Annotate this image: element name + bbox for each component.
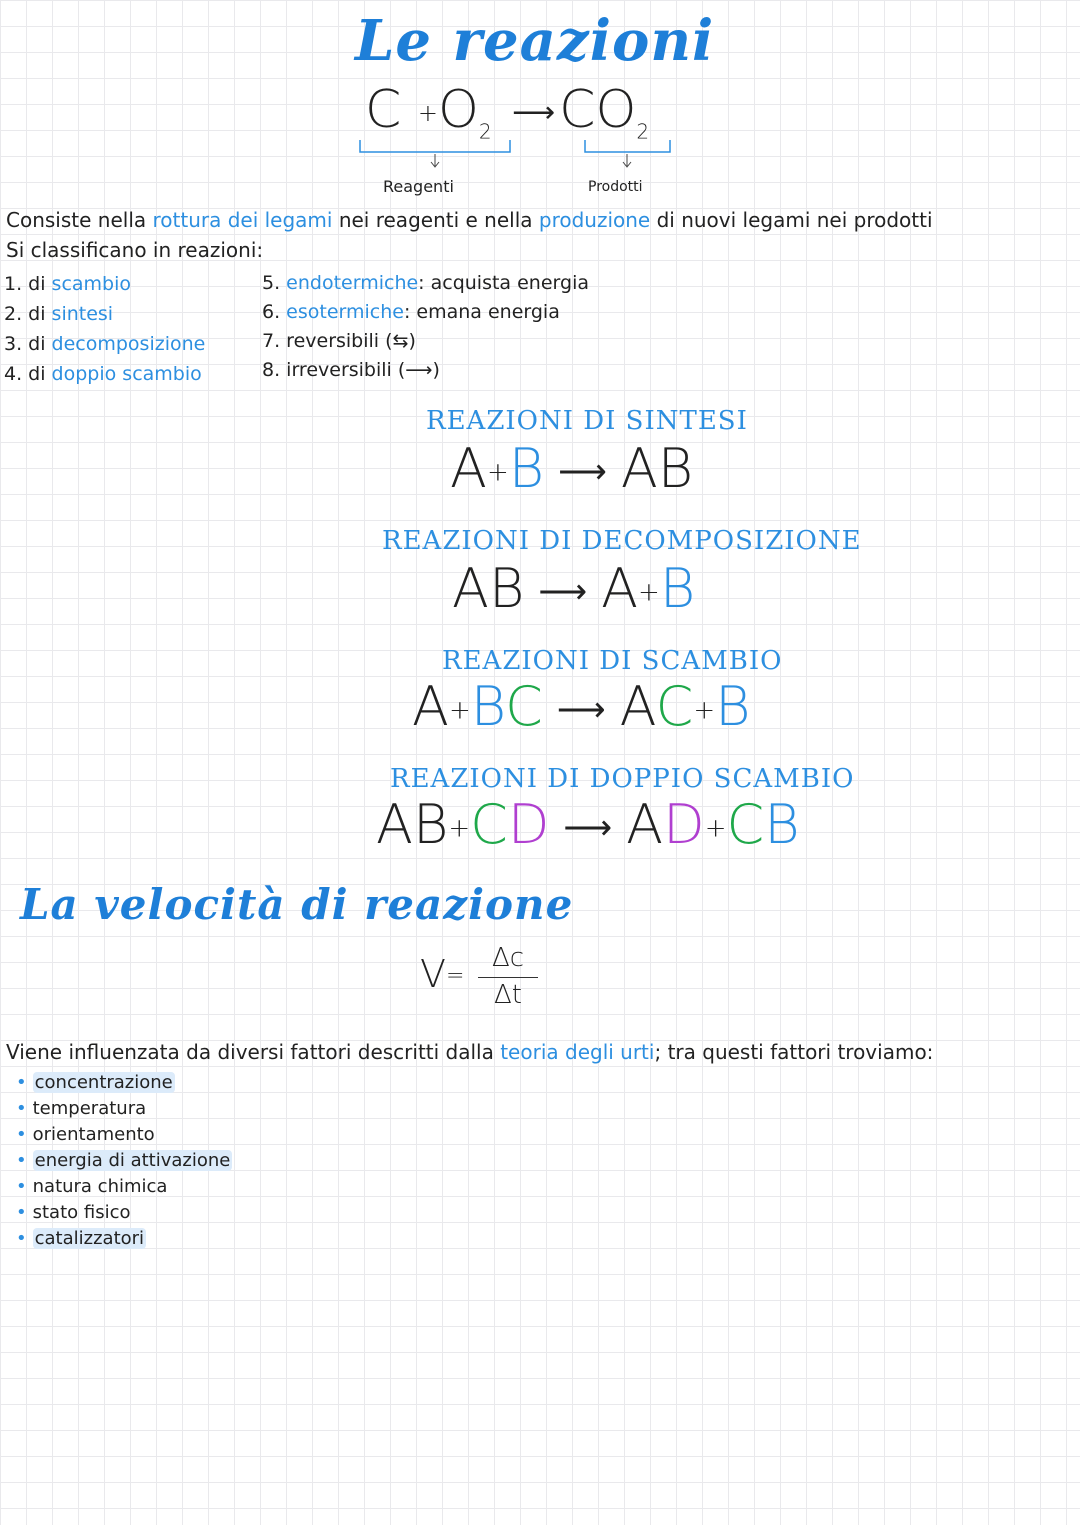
definition-part-1: Consiste nella	[6, 208, 153, 232]
list-item	[16, 1226, 232, 1252]
definition-highlight-1: rottura dei legami	[152, 208, 333, 232]
synthesis-title: REAZIONI DI SINTESI	[426, 406, 748, 436]
bullet-icon: •	[16, 1150, 27, 1171]
factor-text: temperatura	[32, 1098, 147, 1119]
list-item	[4, 329, 205, 359]
co2-subscript: 2	[636, 119, 650, 144]
synthesis-equation: A+B ⟶ AB	[450, 437, 694, 500]
velocity-title: La velocità di reazione	[20, 880, 574, 929]
definition-text	[6, 208, 933, 232]
list-item	[262, 356, 589, 385]
formula-numerator: Δc	[478, 945, 538, 978]
list-item	[16, 1096, 232, 1122]
formula-denominator: Δt	[494, 980, 522, 1010]
list-item-number: 5.	[262, 272, 287, 294]
formula-fraction	[478, 945, 538, 1008]
oxygen-subscript: 2	[478, 119, 492, 144]
plus-sign: +	[417, 99, 438, 127]
factor-text: natura chimica	[32, 1176, 168, 1197]
list-item	[16, 1122, 232, 1148]
classify-intro: Si classificano in reazioni:	[6, 238, 264, 262]
velocity-description	[6, 1040, 933, 1064]
bullet-icon: •	[16, 1124, 27, 1145]
double-exchange-title: REAZIONI DI DOPPIO SCAMBIO	[390, 764, 855, 794]
definition-highlight-2: produzione	[538, 208, 651, 232]
list-item-number: 1. di	[4, 273, 52, 295]
factor-text: stato fisico	[32, 1202, 131, 1223]
list-item	[262, 298, 589, 327]
list-item-term: endotermiche	[286, 272, 419, 294]
exchange-title: REAZIONI DI SCAMBIO	[442, 646, 783, 676]
bullet-icon: •	[16, 1202, 27, 1223]
bullet-icon: •	[16, 1072, 27, 1093]
list-item-term: sintesi	[51, 303, 114, 325]
list-item-term: scambio	[51, 273, 132, 295]
double-exchange-equation: AB+CD ⟶ AD+CB	[376, 793, 800, 856]
list-item	[262, 327, 589, 356]
list-item-rest: : emana energia	[403, 301, 560, 323]
factors-list	[16, 1070, 232, 1252]
factor-text: energia di attivazione	[34, 1150, 231, 1171]
factor-text: concentrazione	[34, 1072, 173, 1093]
bullet-icon: •	[16, 1098, 27, 1119]
decomposition-equation: AB ⟶ A+B	[452, 557, 696, 620]
left-classification-list	[4, 269, 205, 389]
velocity-text-part-2: ; tra questi fattori troviamo:	[654, 1040, 934, 1064]
page-title: Le reazioni	[355, 8, 715, 74]
list-item-number: 7.	[262, 330, 287, 352]
list-item	[4, 359, 205, 389]
bullet-icon: •	[16, 1228, 27, 1249]
exchange-equation: A+BC ⟶ AC+B	[412, 675, 751, 738]
products-label: Prodotti	[588, 179, 643, 195]
list-item	[16, 1148, 232, 1174]
list-item-number: 4. di	[4, 363, 52, 385]
bullet-icon: •	[16, 1176, 27, 1197]
list-item	[16, 1200, 232, 1226]
list-item-term: esotermiche	[286, 301, 404, 323]
velocity-formula	[420, 952, 465, 996]
right-classification-list	[262, 269, 589, 385]
main-equation	[365, 80, 650, 144]
reaction-arrow: ⟶	[512, 95, 556, 130]
list-item-term: doppio scambio	[51, 363, 202, 385]
list-item-rest: reversibili (⇆)	[286, 330, 416, 352]
factor-text: orientamento	[32, 1124, 155, 1145]
list-item-rest: : acquista energia	[418, 272, 589, 294]
list-item	[4, 269, 205, 299]
list-item	[16, 1070, 232, 1096]
list-item-term: decomposizione	[51, 333, 206, 355]
equation-brackets	[355, 138, 685, 178]
list-item-number: 3. di	[4, 333, 52, 355]
reactant-carbon: C	[365, 80, 402, 140]
formula-v: V	[420, 952, 446, 996]
reactant-oxygen: O	[437, 80, 479, 140]
list-item-number: 6.	[262, 301, 287, 323]
factor-text: catalizzatori	[34, 1228, 145, 1249]
product-co2: CO	[559, 80, 637, 140]
list-item	[262, 269, 589, 298]
definition-part-3: di nuovi legami nei prodotti	[650, 208, 933, 232]
decomposition-title: REAZIONI DI DECOMPOSIZIONE	[382, 526, 862, 556]
list-item	[4, 299, 205, 329]
list-item	[16, 1174, 232, 1200]
reagents-label: Reagenti	[383, 177, 454, 196]
list-item-rest: irreversibili (⟶)	[286, 359, 440, 381]
formula-equals: =	[446, 963, 465, 989]
list-item-number: 8.	[262, 359, 287, 381]
definition-part-2: nei reagenti e nella	[332, 208, 539, 232]
velocity-text-part-1: Viene influenzata da diversi fattori descritti dalla	[6, 1040, 501, 1064]
velocity-text-highlight: teoria degli urti	[500, 1040, 655, 1064]
list-item-number: 2. di	[4, 303, 52, 325]
